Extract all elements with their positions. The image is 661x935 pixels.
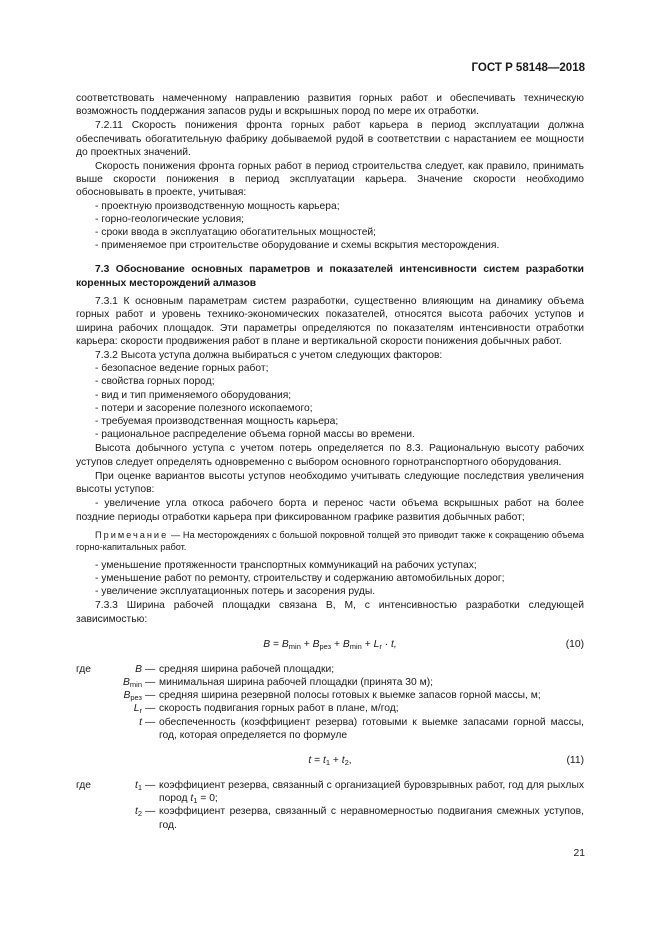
paragraph-7-2-11: 7.2.11 Скорость понижения фронта горных работ карьера в период эксплуатации должна обеспечивать обогатительную фабрику добываемой рудой в соответствии с нарастанием ее мощности до проектных значений. xyxy=(76,120,584,158)
note xyxy=(76,529,584,553)
paragraph-7-3-1: 7.3.1 К основным параметрам систем разработки, существенно влияющим на динамику объема горных работ и уровень технико-экономических показателей, относятся высота рабочих уступов и ширина рабочих площадок. Эти параметры определяются по показателям интенсивности отработки карьера: скорости продвижения работ в плане и вертикальной скорости понижения добычных работ. xyxy=(76,296,584,347)
definition-row: $B_{рез}$ — средняя ширина резервной полосы готовых к выемке запасов горной массы, м; xyxy=(123,690,541,703)
list-item: - уменьшение протяженности транспортных коммуникаций на рабочих уступах; xyxy=(95,559,477,571)
formula-number: (11) xyxy=(566,754,584,766)
definition-row: $t_2$ — коэффициент резерва, связанный с неравномерностью подвигания смежных уступов, год. xyxy=(134,806,584,831)
section-heading-7-3: 7.3 Обоснование основных параметров и показателей интенсивности систем разработки коренных месторождений алмазов xyxy=(76,264,584,289)
factor-list xyxy=(76,200,584,253)
definition-row: где $t_1$ — коэффициент резерва, связанный с организацией буровзрывных работ, год для рыхлых пород $t_1 = 0$; xyxy=(76,779,584,806)
list-item: - свойства горных пород; xyxy=(95,376,215,388)
list-item: - применяемое при строительстве оборудование и схемы вскрытия месторождения. xyxy=(95,240,500,252)
definition-row: где B — средняя ширина рабочей площадки; xyxy=(76,663,335,675)
list-item: - рациональное распределение объема горной массы во времени. xyxy=(95,429,415,441)
definitions-list xyxy=(76,779,584,832)
page-body xyxy=(76,92,584,832)
formula-expression: $t = t_1 + t_2$, xyxy=(308,754,352,767)
page-number: 21 xyxy=(573,848,585,859)
list-item: - потери и засорение полезного ископаемого; xyxy=(95,402,313,414)
list-item: - увеличение эксплуатационных потерь и засорения руды. xyxy=(95,586,376,598)
formula-10 xyxy=(76,633,584,659)
paragraph: Скорость понижения фронта горных работ в период строительства следует, как правило, принимать выше скорости понижения в период эксплуатации карьера. Значение скорости необходимо обосновывать в проекте, учитывая: xyxy=(76,161,584,199)
paragraph-7-3-3: 7.3.3 Ширина рабочей площадки связана В, М, с интенсивностью разработки следующей зависимостью: xyxy=(76,600,584,625)
list-item: - безопасное ведение горных работ; xyxy=(95,363,269,375)
consequence-list xyxy=(76,559,584,599)
formula-number: (10) xyxy=(565,638,584,650)
factor-list xyxy=(76,362,584,441)
paragraph: При оценке вариантов высоты уступов необходимо учитывать следующие последствия увеличения высоты уступов: xyxy=(76,470,584,496)
definition-row: t — обеспеченность (коэффициент резерва) готовыми к выемке запасами горной массы, год, которая определяется по формуле xyxy=(139,716,584,741)
list-item: - горно-геологические условия; xyxy=(95,213,245,225)
note-text: — На месторождениях с большой покровной толщей это приводит также к сокращению объема горно-капитальных работ. xyxy=(76,529,584,552)
formula-11 xyxy=(76,749,584,775)
document-code: ГОСТ Р 58148—2018 xyxy=(471,62,585,74)
list-item: - требуемая производственная мощность карьера; xyxy=(95,416,339,428)
list-item: - вид и тип применяемого оборудования; xyxy=(95,389,292,401)
definitions-list xyxy=(76,663,584,742)
paragraph: - увеличение угла откоса рабочего борта и перенос части объема вскрышных работ на более поздние периоды отработки карьера при фиксированном графике развития добычных работ; xyxy=(76,498,584,523)
paragraph: Высота добычного уступа с учетом потерь определяется по 8.3. Рациональную высоту рабочих уступов следует определять одновременно с выбором основного горнотранспортного оборудования. xyxy=(76,443,584,468)
paragraph: соответствовать намеченному направлению развития горных работ и обеспечивать техническую возможность поддержания запасов руды и вскрышных пород по мере их отработки. xyxy=(76,93,584,118)
definition-row: $L_r$ — скорость подвигания горных работ в плане, м/год; xyxy=(133,703,399,716)
paragraph-7-3-2: 7.3.2 Высота уступа должна выбираться с учетом следующих факторов: xyxy=(95,350,443,362)
definition-row: $B_{min}$ — минимальная ширина рабочей площадки (принята 30 м); xyxy=(123,676,433,689)
formula-expression: $B = B_{min} + B_{рез} + B_{min} + L_r \cdot t$, xyxy=(263,638,397,651)
list-item: - проектную производственную мощность карьера; xyxy=(95,200,340,212)
list-item: - уменьшение работ по ремонту, строительству и содержанию автомобильных дорог; xyxy=(95,572,505,584)
note-label: Примечание xyxy=(95,529,169,540)
list-item: - сроки ввода в эксплуатацию обогатительных мощностей; xyxy=(95,227,377,239)
